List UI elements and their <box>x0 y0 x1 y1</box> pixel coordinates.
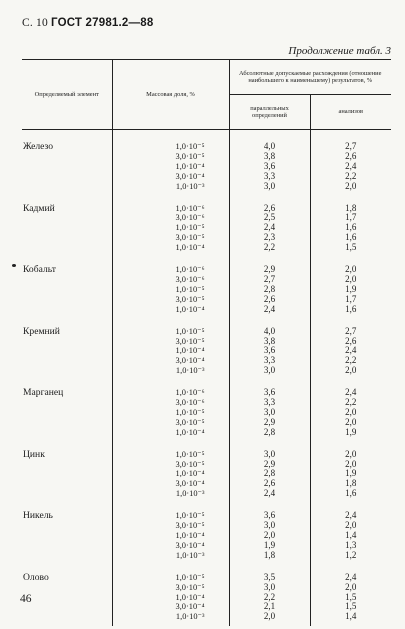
table-row <box>22 223 391 233</box>
table-row <box>22 583 391 593</box>
mass-fraction-cell: 1,0·10⁻⁴ <box>112 428 229 438</box>
table-row <box>22 337 391 347</box>
parallel-value-cell: 2,2 <box>229 593 310 603</box>
parallel-value-cell: 2,1 <box>229 602 310 612</box>
col-header-parallel: параллельных определений <box>229 95 310 130</box>
parallel-value-cell: 2,3 <box>229 233 310 243</box>
scan-speck <box>12 264 16 267</box>
mass-fraction-cell: 1,0·10⁻³ <box>112 182 229 192</box>
mass-fraction-cell: 1,0·10⁻⁶ <box>112 387 229 398</box>
table-row <box>22 418 391 428</box>
analysis-value-cell: 2,7 <box>310 326 391 337</box>
element-name-cell <box>22 337 112 347</box>
table-row <box>22 275 391 285</box>
element-name-cell <box>22 602 112 612</box>
mass-fraction-cell: 1,0·10⁻⁵ <box>112 285 229 295</box>
parallel-value-cell: 3,0 <box>229 366 310 376</box>
table-row <box>22 233 391 243</box>
parallel-value-cell: 2,5 <box>229 213 310 223</box>
parallel-value-cell: 3,0 <box>229 408 310 418</box>
element-name-cell <box>22 593 112 603</box>
group-spacer <box>22 130 391 142</box>
parallel-value-cell: 1,9 <box>229 541 310 551</box>
element-name-cell <box>22 275 112 285</box>
mass-fraction-cell: 1,0·10⁻⁴ <box>112 305 229 315</box>
element-name-cell: Кадмий <box>23 202 55 214</box>
mass-fraction-cell: 1,0·10⁻⁴ <box>112 531 229 541</box>
mass-fraction-cell: 1,0·10⁻³ <box>112 551 229 561</box>
analysis-value-cell: 2,4 <box>310 510 391 521</box>
mass-fraction-cell: 1,0·10⁻⁴ <box>112 469 229 479</box>
analysis-value-cell: 1,6 <box>310 305 391 315</box>
element-name-cell <box>22 162 112 172</box>
table-row <box>22 449 391 460</box>
table-continuation-caption: Продолжение табл. 3 <box>288 45 391 57</box>
table-end-spacer <box>22 622 391 626</box>
element-name-cell <box>22 531 112 541</box>
element-name-cell: Цинк <box>23 448 45 460</box>
parallel-value-cell: 3,0 <box>229 449 310 460</box>
analysis-value-cell: 1,6 <box>310 233 391 243</box>
parallel-value-cell: 2,0 <box>229 531 310 541</box>
parallel-value-cell: 2,7 <box>229 275 310 285</box>
element-name-cell <box>22 583 112 593</box>
parallel-value-cell: 2,4 <box>229 489 310 499</box>
analysis-value-cell: 1,7 <box>310 295 391 305</box>
table-row <box>22 213 391 223</box>
mass-fraction-cell: 1,0·10⁻⁵ <box>112 572 229 583</box>
table-row <box>22 531 391 541</box>
mass-fraction-cell: 1,0·10⁻⁵ <box>112 510 229 521</box>
analysis-value-cell: 2,4 <box>310 572 391 583</box>
analysis-value-cell: 2,7 <box>310 141 391 152</box>
element-name-cell <box>22 551 112 561</box>
mass-fraction-cell: 3,0·10⁻⁵ <box>112 295 229 305</box>
table-row <box>22 172 391 182</box>
table-row <box>22 366 391 376</box>
table-row <box>22 408 391 418</box>
element-name-cell <box>22 408 112 418</box>
group-spacer <box>22 192 391 203</box>
analysis-value-cell: 1,4 <box>310 531 391 541</box>
element-name-cell <box>22 479 112 489</box>
mass-fraction-cell: 3,0·10⁻⁴ <box>112 479 229 489</box>
parallel-value-cell: 3,6 <box>229 162 310 172</box>
mass-fraction-cell: 3,0·10⁻⁶ <box>112 213 229 223</box>
table-row <box>22 541 391 551</box>
mass-fraction-cell: 1,0·10⁻⁴ <box>112 243 229 253</box>
mass-fraction-cell: 1,0·10⁻⁵ <box>112 408 229 418</box>
table-row <box>22 141 391 152</box>
parallel-value-cell: 2,6 <box>229 479 310 489</box>
table-row <box>22 162 391 172</box>
element-name-cell <box>22 243 112 253</box>
col-header-mass-fraction: Массовая доля, % <box>112 60 229 130</box>
mass-fraction-cell: 3,0·10⁻⁶ <box>112 275 229 285</box>
table-row <box>22 295 391 305</box>
analysis-value-cell: 2,6 <box>310 152 391 162</box>
element-name-cell: Железо <box>23 141 54 152</box>
table-row <box>22 387 391 398</box>
element-name-cell <box>22 356 112 366</box>
group-spacer <box>22 315 391 326</box>
analysis-value-cell: 2,2 <box>310 172 391 182</box>
mass-fraction-cell: 3,0·10⁻⁴ <box>112 356 229 366</box>
analysis-value-cell: 1,8 <box>310 479 391 489</box>
analysis-value-cell: 1,9 <box>310 428 391 438</box>
analysis-value-cell: 1,8 <box>310 203 391 214</box>
mass-fraction-cell: 3,0·10⁻⁵ <box>112 418 229 428</box>
analysis-value-cell: 2,2 <box>310 398 391 408</box>
parallel-value-cell: 3,0 <box>229 583 310 593</box>
mass-fraction-cell: 1,0·10⁻⁴ <box>112 346 229 356</box>
mass-fraction-cell: 1,0·10⁻⁴ <box>112 162 229 172</box>
element-name-cell <box>22 295 112 305</box>
element-name-cell <box>22 182 112 192</box>
element-name-cell <box>22 489 112 499</box>
element-name-cell: Олово <box>23 571 49 583</box>
analysis-value-cell: 1,5 <box>310 593 391 603</box>
group-spacer <box>22 561 391 572</box>
mass-fraction-cell: 1,0·10⁻⁶ <box>112 264 229 275</box>
page-header <box>22 17 153 29</box>
element-name-cell <box>22 469 112 479</box>
mass-fraction-cell: 1,0·10⁻³ <box>112 612 229 622</box>
element-name-cell <box>22 152 112 162</box>
parallel-value-cell: 2,2 <box>229 243 310 253</box>
parallel-value-cell: 2,8 <box>229 469 310 479</box>
parallel-value-cell: 2,9 <box>229 460 310 470</box>
mass-fraction-cell: 1,0·10⁻⁶ <box>112 203 229 214</box>
col-header-tolerance-group: Абсолютные допускаемые расхождения (отношение наибольшего к наименьшему) результатов, % <box>229 60 391 95</box>
element-name-cell: Кремний <box>23 325 60 337</box>
analysis-value-cell: 1,6 <box>310 223 391 233</box>
element-name-cell <box>22 213 112 223</box>
analysis-value-cell: 1,3 <box>310 541 391 551</box>
parallel-value-cell: 2,9 <box>229 418 310 428</box>
page-number: 46 <box>20 593 32 605</box>
analysis-value-cell: 2,0 <box>310 521 391 531</box>
table-row <box>22 510 391 521</box>
table-row <box>22 460 391 470</box>
group-spacer <box>22 499 391 510</box>
table-row <box>22 182 391 192</box>
mass-fraction-cell: 3,0·10⁻⁴ <box>112 172 229 182</box>
table-row <box>22 326 391 337</box>
table-row <box>22 593 391 603</box>
table-row <box>22 551 391 561</box>
mass-fraction-cell: 3,0·10⁻⁴ <box>112 541 229 551</box>
mass-fraction-cell: 1,0·10⁻⁵ <box>112 141 229 152</box>
table-body <box>22 130 391 627</box>
table-row <box>22 346 391 356</box>
table-row <box>22 305 391 315</box>
mass-fraction-cell: 3,0·10⁻⁶ <box>112 398 229 408</box>
col-header-analysis: анализов <box>310 95 391 130</box>
analysis-value-cell: 1,9 <box>310 469 391 479</box>
table-row <box>22 469 391 479</box>
table-row <box>22 203 391 214</box>
analysis-value-cell: 1,9 <box>310 285 391 295</box>
parallel-value-cell: 2,4 <box>229 223 310 233</box>
parallel-value-cell: 3,8 <box>229 337 310 347</box>
element-name-cell <box>22 366 112 376</box>
mass-fraction-cell: 1,0·10⁻⁴ <box>112 593 229 603</box>
mass-fraction-cell: 3,0·10⁻⁵ <box>112 233 229 243</box>
element-name-cell <box>22 418 112 428</box>
precision-table <box>22 59 391 626</box>
parallel-value-cell: 2,4 <box>229 305 310 315</box>
parallel-value-cell: 4,0 <box>229 141 310 152</box>
table-row <box>22 152 391 162</box>
parallel-value-cell: 3,8 <box>229 152 310 162</box>
parallel-value-cell: 3,6 <box>229 387 310 398</box>
element-name-cell <box>22 398 112 408</box>
analysis-value-cell: 2,0 <box>310 460 391 470</box>
table-row <box>22 612 391 622</box>
table-row <box>22 398 391 408</box>
group-spacer <box>22 253 391 264</box>
table-row <box>22 602 391 612</box>
element-name-cell <box>22 172 112 182</box>
analysis-value-cell: 2,4 <box>310 346 391 356</box>
parallel-value-cell: 2,8 <box>229 428 310 438</box>
mass-fraction-cell: 3,0·10⁻⁵ <box>112 583 229 593</box>
header-page-label: С. 10 <box>22 17 48 29</box>
element-name-cell <box>22 612 112 622</box>
parallel-value-cell: 1,8 <box>229 551 310 561</box>
element-name-cell: Никель <box>23 510 53 522</box>
group-spacer <box>22 438 391 449</box>
parallel-value-cell: 4,0 <box>229 326 310 337</box>
mass-fraction-cell: 3,0·10⁻⁴ <box>112 602 229 612</box>
analysis-value-cell: 2,2 <box>310 356 391 366</box>
parallel-value-cell: 2,0 <box>229 612 310 622</box>
analysis-value-cell: 2,0 <box>310 583 391 593</box>
analysis-value-cell: 1,6 <box>310 489 391 499</box>
analysis-value-cell: 2,0 <box>310 408 391 418</box>
parallel-value-cell: 3,0 <box>229 182 310 192</box>
parallel-value-cell: 3,6 <box>229 510 310 521</box>
col-header-element: Определяемый элемент <box>22 60 112 130</box>
table-row <box>22 572 391 583</box>
analysis-value-cell: 2,4 <box>310 162 391 172</box>
mass-fraction-cell: 1,0·10⁻³ <box>112 366 229 376</box>
analysis-value-cell: 2,0 <box>310 366 391 376</box>
analysis-value-cell: 1,7 <box>310 213 391 223</box>
analysis-value-cell: 2,0 <box>310 264 391 275</box>
analysis-value-cell: 2,0 <box>310 449 391 460</box>
parallel-value-cell: 2,9 <box>229 264 310 275</box>
mass-fraction-cell: 3,0·10⁻⁵ <box>112 337 229 347</box>
table-row <box>22 479 391 489</box>
analysis-value-cell: 1,4 <box>310 612 391 622</box>
group-spacer <box>22 376 391 387</box>
element-name-cell <box>22 521 112 531</box>
parallel-value-cell: 3,6 <box>229 346 310 356</box>
analysis-value-cell: 1,5 <box>310 243 391 253</box>
element-name-cell <box>22 460 112 470</box>
parallel-value-cell: 3,3 <box>229 398 310 408</box>
mass-fraction-cell: 1,0·10⁻⁵ <box>112 326 229 337</box>
table-row <box>22 428 391 438</box>
element-name-cell <box>22 223 112 233</box>
mass-fraction-cell: 3,0·10⁻⁵ <box>112 152 229 162</box>
element-name-cell <box>22 305 112 315</box>
element-name-cell <box>22 428 112 438</box>
parallel-value-cell: 2,8 <box>229 285 310 295</box>
element-name-cell <box>22 346 112 356</box>
parallel-value-cell: 3,5 <box>229 572 310 583</box>
mass-fraction-cell: 1,0·10⁻⁵ <box>112 223 229 233</box>
parallel-value-cell: 3,0 <box>229 521 310 531</box>
table-row <box>22 243 391 253</box>
parallel-value-cell: 2,6 <box>229 203 310 214</box>
table-row <box>22 356 391 366</box>
table-row <box>22 264 391 275</box>
parallel-value-cell: 3,3 <box>229 172 310 182</box>
analysis-value-cell: 2,4 <box>310 387 391 398</box>
mass-fraction-cell: 3,0·10⁻⁵ <box>112 460 229 470</box>
analysis-value-cell: 2,0 <box>310 182 391 192</box>
table-row <box>22 285 391 295</box>
table-row <box>22 521 391 531</box>
parallel-value-cell: 3,3 <box>229 356 310 366</box>
mass-fraction-cell: 3,0·10⁻⁵ <box>112 521 229 531</box>
analysis-value-cell: 2,0 <box>310 418 391 428</box>
element-name-cell <box>22 233 112 243</box>
element-name-cell: Кобальт <box>23 264 56 276</box>
element-name-cell: Марганец <box>23 387 64 399</box>
parallel-value-cell: 2,6 <box>229 295 310 305</box>
analysis-value-cell: 1,2 <box>310 551 391 561</box>
element-name-cell <box>22 285 112 295</box>
analysis-value-cell: 2,0 <box>310 275 391 285</box>
analysis-value-cell: 1,5 <box>310 602 391 612</box>
table-row <box>22 489 391 499</box>
mass-fraction-cell: 1,0·10⁻³ <box>112 489 229 499</box>
element-name-cell <box>22 541 112 551</box>
header-standard-code: ГОСТ 27981.2—88 <box>51 17 154 29</box>
analysis-value-cell: 2,6 <box>310 337 391 347</box>
mass-fraction-cell: 1,0·10⁻⁵ <box>112 449 229 460</box>
